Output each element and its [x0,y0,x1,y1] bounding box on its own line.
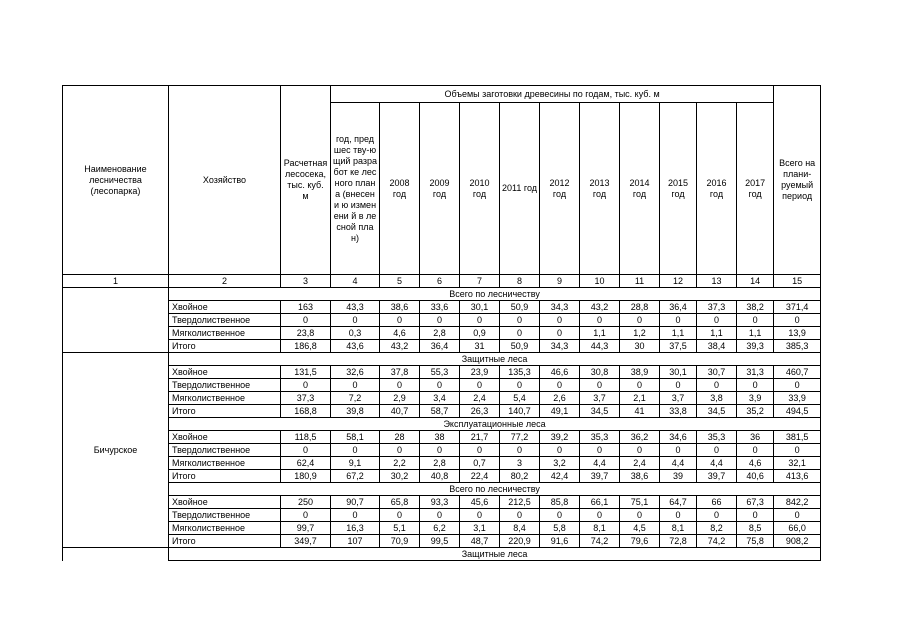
table-cell: 0 [420,314,460,327]
table-cell: 0 [737,379,774,392]
row-label: Итого [169,470,281,483]
table-cell: 0 [540,314,580,327]
table-cell: 0 [331,509,380,522]
table-cell: 0 [331,444,380,457]
column-number: 2 [169,275,281,288]
table-cell: 80,2 [500,470,540,483]
table-cell: 8,5 [737,522,774,535]
table-cell: 30,7 [697,366,737,379]
table-cell: 6,2 [420,522,460,535]
table-cell: 0 [420,444,460,457]
table-cell: 33,9 [774,392,821,405]
section-title: Всего по лесничеству [169,288,821,301]
table-cell: 30,8 [580,366,620,379]
table-cell: 35,3 [580,431,620,444]
table-cell: 21,7 [460,431,500,444]
section-title: Всего по лесничеству [169,483,821,496]
column-number: 8 [500,275,540,288]
table-row [63,470,821,483]
table-row [63,301,821,314]
forestry-name: Бичурское [63,353,169,548]
header-total: Всего на плани-руемый период [774,86,821,275]
table-cell: 250 [281,496,331,509]
table-cell: 49,1 [540,405,580,418]
table-cell: 0 [620,314,660,327]
table-row [63,509,821,522]
row-label: Итого [169,535,281,548]
table-cell: 0 [460,509,500,522]
table-cell: 0 [660,444,697,457]
table-cell: 385,3 [774,340,821,353]
header-year: 2011 год [500,103,540,275]
table-cell: 7,2 [331,392,380,405]
header-year: 2017 год [737,103,774,275]
table-cell: 39,7 [697,470,737,483]
table-cell: 0 [774,509,821,522]
header-year: 2008 год [380,103,420,275]
row-label: Мягколиственное [169,392,281,405]
table-cell: 40,6 [737,470,774,483]
table-cell: 0 [660,314,697,327]
table-cell: 3,1 [460,522,500,535]
table-cell: 0 [737,314,774,327]
header-year: 2016 год [697,103,737,275]
table-cell: 0 [737,444,774,457]
column-number: 4 [331,275,380,288]
table-cell: 5,4 [500,392,540,405]
section-row [63,548,821,561]
table-cell: 8,1 [660,522,697,535]
table-cell: 2,4 [460,392,500,405]
table-cell: 43,6 [331,340,380,353]
table-row [63,457,821,470]
table-cell: 2,6 [540,392,580,405]
section-row [63,288,821,301]
column-number: 7 [460,275,500,288]
section-title: Защитные леса [169,353,821,366]
table-cell: 186,8 [281,340,331,353]
table-cell: 30,1 [460,301,500,314]
row-label: Твердолиственное [169,444,281,457]
row-label: Хвойное [169,496,281,509]
table-cell: 413,6 [774,470,821,483]
table-cell: 0 [331,379,380,392]
table-cell: 0 [281,509,331,522]
table-cell: 48,7 [460,535,500,548]
table-cell: 75,8 [737,535,774,548]
table-cell: 28 [380,431,420,444]
table-cell: 4,4 [697,457,737,470]
column-number: 10 [580,275,620,288]
table-cell: 58,1 [331,431,380,444]
table-cell: 32,6 [331,366,380,379]
table-row [63,444,821,457]
table-cell: 26,3 [460,405,500,418]
table-cell: 62,4 [281,457,331,470]
table-row [63,379,821,392]
table-cell: 33,6 [420,301,460,314]
table-cell: 37,5 [660,340,697,353]
table-cell: 0 [281,379,331,392]
table-cell: 4,6 [380,327,420,340]
table-cell: 0 [774,379,821,392]
table-cell: 3,4 [420,392,460,405]
table-cell: 0 [500,327,540,340]
forestry-cell-empty [63,548,169,561]
table-cell: 4,6 [737,457,774,470]
forestry-cell-empty [63,288,169,353]
table-cell: 66 [697,496,737,509]
table-cell: 55,3 [420,366,460,379]
table-cell: 3,8 [697,392,737,405]
table-cell: 212,5 [500,496,540,509]
table-cell: 39 [660,470,697,483]
table-cell: 50,9 [500,301,540,314]
table-cell: 0 [281,444,331,457]
table-cell: 163 [281,301,331,314]
table-cell: 36,4 [660,301,697,314]
table-cell: 39,7 [580,470,620,483]
section-title: Эксплуатационные леса [169,418,821,431]
table-cell: 180,9 [281,470,331,483]
table-cell: 0 [460,379,500,392]
table-cell: 39,8 [331,405,380,418]
table-cell: 37,3 [281,392,331,405]
table-cell: 72,8 [660,535,697,548]
table-cell: 2,8 [420,327,460,340]
table-cell: 39,3 [737,340,774,353]
row-label: Хвойное [169,431,281,444]
header-year: 2009 год [420,103,460,275]
table-cell: 0 [380,314,420,327]
table-cell: 32,1 [774,457,821,470]
table-cell: 842,2 [774,496,821,509]
table-cell: 0 [620,444,660,457]
row-label: Хвойное [169,366,281,379]
table-cell: 3,7 [660,392,697,405]
table-cell: 4,4 [580,457,620,470]
table-cell: 23,8 [281,327,331,340]
table-cell: 37,3 [697,301,737,314]
table-cell: 908,2 [774,535,821,548]
table-cell: 140,7 [500,405,540,418]
table-cell: 0 [580,314,620,327]
table-cell: 34,5 [697,405,737,418]
table-cell: 40,7 [380,405,420,418]
table-cell: 93,3 [420,496,460,509]
table-cell: 0 [540,379,580,392]
table-cell: 381,5 [774,431,821,444]
table-cell: 2,4 [620,457,660,470]
table-cell: 0 [500,509,540,522]
header-year: 2013 год [580,103,620,275]
table-cell: 8,4 [500,522,540,535]
table-cell: 44,3 [580,340,620,353]
table-cell: 99,7 [281,522,331,535]
table-cell: 0,7 [460,457,500,470]
table-cell: 13,9 [774,327,821,340]
table-cell: 38,2 [737,301,774,314]
column-number: 11 [620,275,660,288]
table-cell: 0 [500,314,540,327]
table-cell: 9,1 [331,457,380,470]
table-cell: 0 [620,379,660,392]
header-allowable-cut: Расчетная лесосека, тыс. куб. м [281,86,331,275]
table-row [63,522,821,535]
table-cell: 0 [620,509,660,522]
table-cell: 36 [737,431,774,444]
table-cell: 67,2 [331,470,380,483]
table-cell: 460,7 [774,366,821,379]
table-cell: 90,7 [331,496,380,509]
section-row [63,353,821,366]
header-forestry: Наименование лесничества (лесопарка) [63,86,169,275]
table-cell: 0 [697,314,737,327]
table-cell: 65,8 [380,496,420,509]
table-cell: 2,8 [420,457,460,470]
table-cell: 0 [774,444,821,457]
table-cell: 0 [540,327,580,340]
table-cell: 43,2 [580,301,620,314]
table-cell: 3,9 [737,392,774,405]
table-cell: 168,8 [281,405,331,418]
table-cell: 3,7 [580,392,620,405]
table-cell: 0 [697,379,737,392]
table-cell: 8,1 [580,522,620,535]
table-cell: 66,0 [774,522,821,535]
header-year: 2010 год [460,103,500,275]
table-cell: 1,1 [737,327,774,340]
table-cell: 0 [540,444,580,457]
table-cell: 79,6 [620,535,660,548]
table-row [63,327,821,340]
table-cell: 1,1 [660,327,697,340]
table-cell: 0 [380,444,420,457]
table-cell: 3 [500,457,540,470]
table-cell: 38,6 [620,470,660,483]
table-row [63,314,821,327]
row-label: Хвойное [169,301,281,314]
table-cell: 28,8 [620,301,660,314]
table-cell: 5,8 [540,522,580,535]
table-cell: 0 [420,509,460,522]
table-cell: 77,2 [500,431,540,444]
header-farm: Хозяйство [169,86,281,275]
table-cell: 131,5 [281,366,331,379]
table-cell: 5,1 [380,522,420,535]
table-cell: 42,4 [540,470,580,483]
table-cell: 4,4 [660,457,697,470]
table-cell: 107 [331,535,380,548]
table-row [63,535,821,548]
table-cell: 0 [331,314,380,327]
table-cell: 4,5 [620,522,660,535]
table-cell: 0 [380,379,420,392]
table-row [63,366,821,379]
table-cell: 0 [774,314,821,327]
row-label: Твердолиственное [169,314,281,327]
table-cell: 0 [500,444,540,457]
column-number: 15 [774,275,821,288]
table-cell: 349,7 [281,535,331,548]
table-cell: 36,4 [420,340,460,353]
table-cell: 64,7 [660,496,697,509]
column-number: 6 [420,275,460,288]
table-cell: 220,9 [500,535,540,548]
table-cell: 135,3 [500,366,540,379]
header-row-top [63,86,821,103]
table-cell: 0 [380,509,420,522]
row-label: Мягколиственное [169,522,281,535]
harvest-volume-table [62,85,821,561]
table-cell: 33,8 [660,405,697,418]
table-cell: 0 [580,444,620,457]
table-cell: 43,2 [380,340,420,353]
table-cell: 38,4 [697,340,737,353]
table-cell: 91,6 [540,535,580,548]
table-cell: 0 [580,509,620,522]
table-cell: 45,6 [460,496,500,509]
table-cell: 58,7 [420,405,460,418]
section-title: Защитные леса [169,548,821,561]
table-cell: 34,3 [540,340,580,353]
table-row [63,340,821,353]
row-label: Мягколиственное [169,327,281,340]
column-number: 5 [380,275,420,288]
table-cell: 0 [420,379,460,392]
table-cell: 99,5 [420,535,460,548]
table-cell: 494,5 [774,405,821,418]
table-cell: 1,1 [697,327,737,340]
table-cell: 371,4 [774,301,821,314]
table-cell: 2,1 [620,392,660,405]
table-cell: 30,2 [380,470,420,483]
table-cell: 36,2 [620,431,660,444]
table-cell: 37,8 [380,366,420,379]
header-year: 2015 год [660,103,697,275]
table-cell: 3,2 [540,457,580,470]
table-cell: 39,2 [540,431,580,444]
row-label: Мягколиственное [169,457,281,470]
column-number: 3 [281,275,331,288]
table-cell: 118,5 [281,431,331,444]
table-cell: 16,3 [331,522,380,535]
column-number: 9 [540,275,580,288]
table-cell: 31,3 [737,366,774,379]
table-row [63,392,821,405]
column-number: 14 [737,275,774,288]
table-cell: 38 [420,431,460,444]
header-year: 2014 год [620,103,660,275]
table-cell: 34,3 [540,301,580,314]
column-number: 1 [63,275,169,288]
table-row [63,496,821,509]
table-cell: 74,2 [697,535,737,548]
table-cell: 0 [281,314,331,327]
table-cell: 0 [697,509,737,522]
table-cell: 0 [460,314,500,327]
row-label: Твердолиственное [169,509,281,522]
table-cell: 23,9 [460,366,500,379]
table-cell: 85,8 [540,496,580,509]
header-prev-year: год, предшес тву-ющий разработ ке лесного плана (внесени ю изменени й в лесной план) [331,103,380,275]
table-cell: 0,9 [460,327,500,340]
table-cell: 67,3 [737,496,774,509]
table-cell: 46,6 [540,366,580,379]
table-cell: 22,4 [460,470,500,483]
table-cell: 2,2 [380,457,420,470]
table-cell: 0 [540,509,580,522]
table-cell: 38,6 [380,301,420,314]
table-cell: 74,2 [580,535,620,548]
row-label: Твердолиственное [169,379,281,392]
row-label: Итого [169,340,281,353]
table-cell: 8,2 [697,522,737,535]
table-cell: 0 [697,444,737,457]
table-cell: 66,1 [580,496,620,509]
header-years-group: Объемы заготовки древесины по годам, тыс. куб. м [331,86,774,103]
table-cell: 50,9 [500,340,540,353]
table-cell: 31 [460,340,500,353]
table-row [63,405,821,418]
table-cell: 34,5 [580,405,620,418]
table-cell: 38,9 [620,366,660,379]
header-year: 2012 год [540,103,580,275]
table-cell: 0 [460,444,500,457]
table-cell: 0 [737,509,774,522]
table-cell: 1,2 [620,327,660,340]
table-cell: 70,9 [380,535,420,548]
table-cell: 34,6 [660,431,697,444]
table-cell: 35,2 [737,405,774,418]
column-number: 13 [697,275,737,288]
table-cell: 0,3 [331,327,380,340]
table-row [63,431,821,444]
table-cell: 2,9 [380,392,420,405]
column-number-row [63,275,821,288]
section-row [63,483,821,496]
table-cell: 0 [500,379,540,392]
table-cell: 1,1 [580,327,620,340]
table-cell: 0 [660,509,697,522]
table-cell: 75,1 [620,496,660,509]
column-number: 12 [660,275,697,288]
table-cell: 30,1 [660,366,697,379]
row-label: Итого [169,405,281,418]
table-cell: 40,8 [420,470,460,483]
table-cell: 0 [580,379,620,392]
section-row [63,418,821,431]
table-cell: 30 [620,340,660,353]
table-cell: 0 [660,379,697,392]
table-cell: 41 [620,405,660,418]
table-cell: 43,3 [331,301,380,314]
table-cell: 35,3 [697,431,737,444]
